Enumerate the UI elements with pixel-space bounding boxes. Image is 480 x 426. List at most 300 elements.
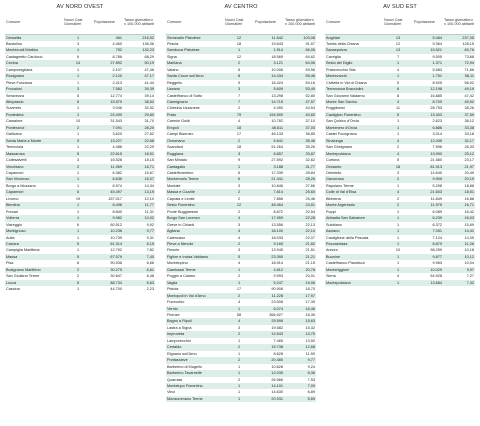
cell-comune: Castel Focognano (325, 131, 383, 137)
cell-nuovi-casi: 4 (224, 215, 254, 221)
cell-comune: San Giuliano Terme (5, 273, 63, 279)
cell-popolazione: 54.928 (413, 273, 443, 279)
cell-popolazione: 1.371 (413, 60, 443, 66)
cell-nuovi-casi: 4 (383, 273, 413, 279)
cell-tasso: 32,52 (123, 105, 155, 111)
cell-tasso: 18,15 (123, 157, 155, 163)
cell-popolazione: 9.963 (413, 260, 443, 266)
cell-popolazione: 12.035 (254, 370, 284, 376)
cell-popolazione: 9.993 (254, 273, 284, 279)
cell-popolazione: 11.642 (254, 34, 284, 41)
cell-popolazione: 13.298 (254, 93, 284, 99)
cell-comune: Ponteronol (5, 125, 63, 131)
col-header-comune: Comune (325, 12, 383, 34)
cell-tasso: 6,48 (123, 273, 155, 279)
cell-nuovi-casi: 1 (63, 105, 93, 111)
section-title: AV NORD OVEST (56, 4, 104, 10)
cell-tasso: 21,82 (284, 241, 316, 247)
cell-comune: Massa (5, 254, 63, 260)
cell-comune: Uzzano (166, 86, 224, 92)
cell-tasso: 22,54 (284, 209, 316, 215)
cell-nuovi-casi: 12 (224, 202, 254, 208)
cell-comune: Pisa (5, 260, 63, 266)
cell-comune: Rignano sull'Arno (166, 351, 224, 357)
cell-tasso: 13,50 (284, 338, 316, 344)
cell-popolazione: 13.990 (413, 151, 443, 157)
cell-popolazione: 13.303 (413, 112, 443, 118)
cell-comune: Montelupino (166, 260, 224, 266)
cell-nuovi-casi: 10 (63, 118, 93, 124)
cell-popolazione: 15.738 (254, 344, 284, 350)
cell-popolazione: 20.480 (254, 357, 284, 363)
cell-popolazione: 12.435 (413, 138, 443, 144)
cell-popolazione: 194.590 (254, 112, 284, 118)
cell-popolazione: 8.872 (254, 209, 284, 215)
cell-popolazione: 19.643 (254, 41, 284, 47)
cell-comune: Agliana (166, 228, 224, 234)
cell-tasso: 14,05 (443, 235, 475, 241)
cell-nuovi-casi: 1 (63, 144, 93, 150)
cell-nuovi-casi: 1 (224, 351, 254, 357)
cell-nuovi-casi: 12 (224, 54, 254, 60)
cell-tasso: 54,16 (284, 80, 316, 86)
cell-nuovi-casi: 3 (63, 138, 93, 144)
cell-tasso: 8,36 (284, 370, 316, 376)
cell-nuovi-casi: 5 (224, 254, 254, 260)
cell-popolazione: 14.640 (413, 170, 443, 176)
cell-comune: Pistoia (166, 286, 224, 292)
col-header-nuovi-casi: Nuovi Casi Giornalieri (63, 12, 93, 34)
cell-nuovi-casi: 2 (383, 196, 413, 202)
cell-nuovi-casi: 2 (224, 60, 254, 66)
cell-tasso: 16,35 (284, 312, 316, 318)
cell-tasso: 12,10 (123, 196, 155, 202)
col-header-popolazione: Popolazione (93, 12, 123, 34)
cell-tasso: 33,38 (443, 125, 475, 131)
cell-tasso: 41,44 (123, 80, 155, 86)
cell-nuovi-casi: 2 (224, 377, 254, 383)
cell-comune: Vinci (166, 389, 224, 395)
cell-popolazione: 7.124 (413, 235, 443, 241)
cell-popolazione: 366.927 (254, 312, 284, 318)
cell-comune: Rapolano Terme (325, 183, 383, 189)
cell-comune: Livorno (5, 196, 63, 202)
cell-popolazione: 8.709 (413, 99, 443, 105)
cell-popolazione: 45.497 (93, 189, 123, 195)
cell-popolazione: 18.033 (254, 235, 284, 241)
cell-comune: Castiglione della Pescaia (325, 235, 383, 241)
cell-popolazione: 6.074 (254, 306, 284, 312)
cell-comune: Signa (166, 54, 224, 60)
cell-comune: Porcari (5, 209, 63, 215)
cell-tasso: 28,84 (284, 170, 316, 176)
cell-nuovi-casi: 9 (224, 80, 254, 86)
cell-tasso: 20,19 (443, 176, 475, 182)
cell-comune: Altopascio (5, 99, 63, 105)
cell-nuovi-casi: 6 (224, 176, 254, 182)
cell-comune: Carmignano (166, 99, 224, 105)
cell-comune: Santa Maria a Monte (5, 138, 63, 144)
cell-popolazione: 11.228 (254, 293, 284, 299)
cell-nuovi-casi: 1 (63, 34, 93, 41)
cell-comune: Pratovecchio Stia (325, 67, 383, 73)
cell-comune: Bibbiena (325, 196, 383, 202)
cell-tasso: 26,33 (443, 144, 475, 150)
cell-popolazione: 10.828 (254, 364, 284, 370)
col-header-popolazione: Popolazione (254, 12, 284, 34)
cell-tasso: 27,66 (284, 183, 316, 189)
cell-comune: Santa Croce sull'Arno (166, 73, 224, 79)
cell-comune: Montepulciano (325, 151, 383, 157)
cell-tasso: 10,02 (123, 215, 155, 221)
cell-comune: Terranuova Bracciolini (325, 86, 383, 92)
cell-tasso: 11,31 (123, 209, 155, 215)
cell-nuovi-casi: 18 (224, 125, 254, 131)
cell-tasso: 71,66 (443, 67, 475, 73)
cell-comune: Colle di Val d'Elsa (325, 189, 383, 195)
cell-tasso: 38,12 (443, 118, 475, 124)
cell-nuovi-casi: 14 (63, 60, 93, 66)
cell-nuovi-casi: 13 (383, 47, 413, 53)
cell-popolazione: 7.091 (93, 125, 123, 131)
table-row (5, 286, 155, 292)
cell-comune: Poggio a Caiano (166, 273, 224, 279)
cell-comune: Seravezza (5, 93, 63, 99)
cell-nuovi-casi: 8 (224, 73, 254, 79)
cell-nuovi-casi: 5 (63, 280, 93, 286)
cell-nuovi-casi: 3 (63, 41, 93, 47)
cell-tasso: 44,54 (284, 105, 316, 111)
cell-tasso: 45,92 (443, 99, 475, 105)
cell-nuovi-casi: 1 (63, 202, 93, 208)
cell-popolazione: 14.630 (254, 389, 284, 395)
cell-tasso: 10,18 (443, 247, 475, 253)
cell-tasso: 72,94 (443, 60, 475, 66)
cell-comune: Certaldo (166, 344, 224, 350)
cell-tasso: 49,19 (443, 86, 475, 92)
cell-nuovi-casi: 5 (63, 93, 93, 99)
cell-nuovi-casi: 4 (383, 138, 413, 144)
cell-popolazione: 6.239 (413, 215, 443, 221)
cell-comune: Montignoso (5, 228, 63, 234)
cell-nuovi-casi: 1 (63, 131, 93, 137)
cell-nuovi-casi: 1 (63, 67, 93, 73)
cell-comune: San Giovanni Valdarno (325, 93, 383, 99)
cell-nuovi-casi: 1 (224, 280, 254, 286)
cell-nuovi-casi: 1 (224, 364, 254, 370)
cell-tasso: 22,13 (284, 222, 316, 228)
cell-comune: Scandicci (166, 144, 224, 150)
cell-nuovi-casi: 1 (224, 389, 254, 395)
cell-tasso: 25,12 (443, 151, 475, 157)
cell-popolazione: 5.641 (254, 138, 284, 144)
cell-comune: Fucecchio (166, 299, 224, 305)
cell-nuovi-casi: 2 (224, 189, 254, 195)
cell-nuovi-casi: 1 (63, 183, 93, 189)
cell-tasso: 5,63 (123, 280, 155, 286)
cell-popolazione: 60.512 (93, 222, 123, 228)
cell-nuovi-casi: 1 (383, 209, 413, 215)
cell-nuovi-casi: 1 (383, 215, 413, 221)
cell-comune: Monte Argentario (325, 202, 383, 208)
cell-popolazione: 17.959 (254, 215, 284, 221)
cell-comune: Monte San Savino (325, 99, 383, 105)
cell-tasso: 38,52 (123, 99, 155, 105)
cell-popolazione: 1.514 (254, 47, 284, 53)
cell-tasso: 68,29 (123, 54, 155, 60)
cell-tasso: 25,46 (284, 196, 316, 202)
cell-nuovi-casi: 18 (383, 164, 413, 170)
cell-popolazione: 11.849 (413, 196, 443, 202)
cell-nuovi-casi: 1 (383, 254, 413, 260)
cell-comune: Orzomano (166, 138, 224, 144)
cell-popolazione: 15.579 (93, 99, 123, 105)
cell-nuovi-casi: 12 (224, 34, 254, 41)
cell-popolazione: 25.596 (254, 318, 284, 324)
cell-comune: Capraia e Limite (166, 196, 224, 202)
cell-nuovi-casi: 18 (224, 41, 254, 47)
cell-tasso: 17,97 (284, 293, 316, 299)
cell-tasso: 9,24 (284, 364, 316, 370)
cell-nuovi-casi: 1 (383, 118, 413, 124)
cell-nuovi-casi: 1 (63, 73, 93, 79)
cell-tasso: 9,97 (443, 267, 475, 273)
cell-nuovi-casi: 7 (383, 54, 413, 60)
cell-comune: Serravalle Pistoiese (166, 34, 224, 41)
cell-tasso: 38,26 (443, 105, 475, 111)
cell-comune: Castelfranco di Sotto (166, 93, 224, 99)
cell-tasso: 20,78 (284, 267, 316, 273)
cell-nuovi-casi: 4 (224, 299, 254, 305)
cell-popolazione: 10.029 (413, 267, 443, 273)
table-row (166, 396, 316, 402)
cell-popolazione: 4.490 (254, 105, 284, 111)
cell-popolazione: 8.840 (93, 209, 123, 215)
cell-popolazione: 13.227 (93, 138, 123, 144)
cell-comune: Monteriggioni (325, 267, 383, 273)
cell-nuovi-casi: 1 (63, 286, 93, 292)
cell-nuovi-casi: 1 (224, 47, 254, 53)
cell-popolazione: 3.014 (413, 131, 443, 137)
table-row (166, 34, 316, 41)
cell-popolazione: 10.236 (93, 228, 123, 234)
cell-tasso: 16,42 (443, 209, 475, 215)
cell-tasso: 237,05 (443, 34, 475, 41)
cell-popolazione: 5.609 (254, 86, 284, 92)
cell-comune: Carrara (5, 241, 63, 247)
cell-nuovi-casi: 2 (63, 164, 93, 170)
cell-popolazione: 10.006 (254, 67, 284, 73)
cell-comune: Vecchiano (5, 164, 63, 170)
cell-comune: Cantagallo (166, 164, 224, 170)
cell-comune: Carmini Guidi (166, 118, 224, 124)
cell-tasso: 7,82 (123, 247, 155, 253)
cell-tasso: 9,77 (123, 228, 155, 234)
cell-tasso: 14,34 (123, 183, 155, 189)
cell-comune: Pontassieve (166, 357, 224, 363)
cell-nuovi-casi: 2 (224, 293, 254, 299)
cell-nuovi-casi: 58 (224, 312, 254, 318)
cell-tasso: 22,07 (284, 235, 316, 241)
cell-popolazione: 1.751 (413, 73, 443, 79)
cell-comune: Orbetello (325, 170, 383, 176)
cell-popolazione: 7.596 (413, 144, 443, 150)
cell-comune: Fiesole (166, 247, 224, 253)
cell-comune: Calenzano (166, 235, 224, 241)
cell-nuovi-casi: 3 (224, 151, 254, 157)
cell-comune: Volterra (5, 215, 63, 221)
cell-comune: Cavriglia (325, 54, 383, 60)
cell-popolazione: 44.700 (93, 286, 123, 292)
col-header-comune: Comune (166, 12, 224, 34)
cell-popolazione: 6.089 (413, 209, 443, 215)
cell-tasso: 6,66 (123, 260, 155, 266)
cell-popolazione: 14.543 (254, 331, 284, 337)
cell-nuovi-casi: 1 (63, 112, 93, 118)
cell-tasso: 47,17 (123, 73, 155, 79)
cell-nuovi-casi: 2 (224, 105, 254, 111)
cell-tasso: 36,85 (284, 131, 316, 137)
cell-comune: Campiglia Marittima (5, 247, 63, 253)
cell-nuovi-casi: 2 (383, 176, 413, 182)
cell-popolazione: 3.046 (93, 105, 123, 111)
cell-tasso: 28,20 (123, 125, 155, 131)
cell-nuovi-casi: 1 (63, 215, 93, 221)
cell-comune: Castelfiorentino (166, 170, 224, 176)
cell-comune: Cascina (5, 286, 63, 292)
cell-comune: Suvereto (5, 105, 63, 111)
col-header-nuovi-casi: Nuovi Casi Giornalieri (224, 12, 254, 34)
cell-nuovi-casi: 1 (383, 73, 413, 79)
cell-comune: Cecina (5, 60, 63, 66)
cell-nuovi-casi: 13 (383, 34, 413, 41)
cell-tasso: 25,60 (284, 189, 316, 195)
cell-popolazione: 15.521 (413, 47, 443, 53)
cell-nuovi-casi: 3 (224, 86, 254, 92)
cell-nuovi-casi: 3 (63, 86, 93, 92)
cell-popolazione: 4.486 (93, 144, 123, 150)
cell-nuovi-casi: 3 (224, 247, 254, 253)
cell-nuovi-casi: 9 (224, 157, 254, 163)
cell-tasso: 83,76 (443, 47, 475, 53)
cell-popolazione: 18.914 (254, 260, 284, 266)
section-title: AV CENTRO (224, 4, 258, 10)
cell-tasso: 7,09 (284, 383, 316, 389)
cell-comune: Lamporecchio (166, 338, 224, 344)
cell-nuovi-casi: 6 (63, 99, 93, 105)
cell-tasso: 11,59 (284, 351, 316, 357)
cell-comune: Vaglia (166, 280, 224, 286)
cell-popolazione: 23.390 (254, 254, 284, 260)
cell-comune: Sesto Fiorentino (166, 202, 224, 208)
cell-nuovi-casi: 1 (383, 228, 413, 234)
cell-nuovi-casi: 2 (224, 241, 254, 247)
cell-comune: Impruneta (166, 331, 224, 337)
cell-nuovi-casi: 1 (224, 338, 254, 344)
cell-comune: San Miniato (166, 157, 224, 163)
cell-comune: Camaiore (5, 118, 63, 124)
cell-tasso: 31,70 (123, 118, 155, 124)
cell-comune: Montale (166, 183, 224, 189)
cell-tasso: 16,03 (443, 215, 475, 221)
cell-nuovi-casi: 17 (224, 131, 254, 137)
cell-tasso: 50,19 (123, 60, 155, 66)
col-header-nuovi-casi: Nuovi Casi Giornalieri (383, 12, 413, 34)
cell-comune: Pieve Fosciana (5, 80, 63, 86)
cell-comune: Gavorrano (325, 176, 383, 182)
cell-popolazione: 19.582 (254, 325, 284, 331)
cell-tasso: 66,05 (284, 47, 316, 53)
cell-popolazione: 7.814 (254, 189, 284, 195)
cell-tasso: 52,80 (284, 93, 316, 99)
cell-popolazione: 10.846 (254, 183, 284, 189)
cell-nuovi-casi: 1 (383, 131, 413, 137)
cell-comune: Bosignano Marittimo (5, 267, 63, 273)
data-table (166, 12, 316, 402)
cell-tasso: 20,01 (284, 273, 316, 279)
cell-comune: Castagnetto Carducci (5, 54, 63, 60)
cell-tasso: 55,46 (284, 73, 316, 79)
cell-comune: Abbadia San Salvatore (325, 215, 383, 221)
cell-nuovi-casi: 4 (224, 118, 254, 124)
cell-tasso: 73,68 (443, 54, 475, 60)
cell-popolazione: 10.782 (254, 118, 284, 124)
cell-tasso: 128,15 (443, 41, 475, 47)
cell-tasso: 18,70 (284, 286, 316, 292)
cell-tasso: 58,11 (443, 73, 475, 79)
cell-popolazione: 46.133 (254, 131, 284, 137)
cell-nuovi-casi: 6 (63, 189, 93, 195)
cell-popolazione: 98.259 (413, 247, 443, 253)
cell-comune: Figline e Incisa Valdarno (166, 254, 224, 260)
cell-tasso: 15,63 (284, 318, 316, 324)
cell-nuovi-casi: 1 (383, 222, 413, 228)
cell-nuovi-casi: 7 (224, 99, 254, 105)
cell-popolazione: 16.885 (413, 93, 443, 99)
cell-comune: Sansepolcro (325, 47, 383, 53)
cell-tasso: 7,40 (123, 254, 155, 260)
cell-nuovi-casi: 1 (63, 176, 93, 182)
cell-nuovi-casi: 1 (224, 396, 254, 402)
cell-comune: Rosignano (5, 73, 63, 79)
cell-popolazione: 14.434 (254, 73, 284, 79)
cell-comune: Campomigliana (5, 67, 63, 73)
cell-nuovi-casi: 5 (383, 112, 413, 118)
cell-comune: Pieve a Nievole (166, 241, 224, 247)
cell-nuovi-casi: 3 (383, 170, 413, 176)
cell-popolazione: 88.734 (93, 280, 123, 286)
cell-popolazione: 9.877 (413, 254, 443, 260)
cell-nuovi-casi: 2 (224, 209, 254, 215)
cell-nuovi-casi: 2 (224, 138, 254, 144)
cell-popolazione: 5.247 (254, 280, 284, 286)
cell-tasso: 47,46 (123, 67, 155, 73)
cell-popolazione: 27.892 (93, 60, 123, 66)
cell-comune: Montelupo Fiorentino (166, 383, 224, 389)
header-row (5, 12, 155, 34)
cell-comune: Sinalunga (325, 138, 383, 144)
section-nord-ovest (5, 2, 155, 293)
cell-popolazione: 30.275 (93, 267, 123, 273)
cell-popolazione: 13.684 (413, 280, 443, 286)
cell-comune: Gambassi Terme (166, 267, 224, 273)
cell-nuovi-casi: 1 (224, 383, 254, 389)
cell-tasso: 15,32 (284, 325, 316, 331)
cell-nuovi-casi: 5 (63, 241, 93, 247)
cell-tasso: 9,77 (284, 357, 316, 363)
cell-nuovi-casi: 1 (383, 260, 413, 266)
cell-comune: Vernio (166, 306, 224, 312)
